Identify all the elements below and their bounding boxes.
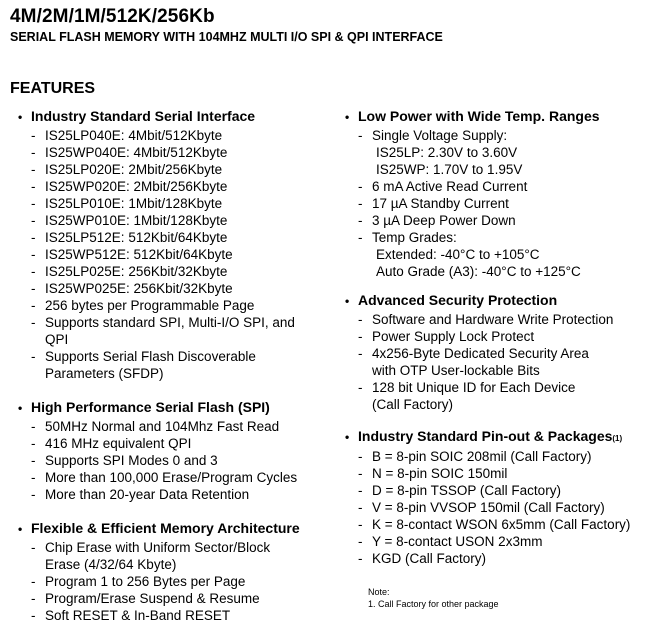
list-item: - 3 µA Deep Power Down (358, 213, 516, 228)
list-item: - IS25LP025E: 256Kbit/32Kbyte (31, 264, 228, 279)
list-item: - 6 mA Active Read Current (358, 179, 528, 194)
list-item: - IS25LP010E: 1Mbit/128Kbyte (31, 196, 223, 211)
bullet-icon: • (18, 110, 23, 124)
list-item: - KGD (Call Factory) (358, 551, 487, 566)
list-item: - 50MHz Normal and 104Mhz Fast Read (31, 419, 280, 434)
list-item: - 416 MHz equivalent QPI (31, 436, 192, 451)
list-item: - IS25LP512E: 512Kbit/64Kbyte (31, 230, 228, 245)
list-item: - V = 8-pin VVSOP 150mil (Call Factory) (358, 500, 605, 515)
list-item: - 256 bytes per Programmable Page (31, 298, 255, 313)
footnote-marker: (1) (612, 434, 623, 443)
list-item: - 17 µA Standby Current (358, 196, 509, 211)
list-item: - More than 20-year Data Retention (31, 487, 250, 502)
features-heading: FEATURES (10, 80, 96, 97)
section-packages (345, 428, 630, 567)
list-item: - Single Voltage Supply: (358, 128, 508, 143)
list-item: - Program 1 to 256 Bytes per Page (31, 574, 246, 589)
list-subitem: Auto Grade (A3): -40°C to +125°C (376, 264, 581, 279)
list-subitem: IS25LP: 2.30V to 3.60V (376, 145, 518, 160)
section-heading: Flexible & Efficient Memory Architecture (31, 520, 300, 536)
bullet-icon: • (345, 430, 350, 444)
footnote (368, 586, 499, 610)
list-item: - IS25WP025E: 256Kbit/32Kbyte (31, 281, 233, 296)
document-subtitle: SERIAL FLASH MEMORY WITH 104MHZ MULTI I/O SPI & QPI INTERFACE (10, 30, 443, 44)
list-item: - IS25LP040E: 4Mbit/512Kbyte (31, 128, 223, 143)
list-item: - Power Supply Lock Protect (358, 329, 535, 344)
list-item: - B = 8-pin SOIC 208mil (Call Factory) (358, 449, 592, 464)
list-item: - Soft RESET & In-Band RESET (31, 608, 231, 623)
section-low-power (345, 108, 600, 280)
section-high-performance (18, 399, 297, 503)
list-item: - IS25LP020E: 2Mbit/256Kbyte (31, 162, 223, 177)
document-title: 4M/2M/1M/512K/256Kb (10, 6, 215, 27)
section-security (345, 292, 613, 413)
feature-list (31, 418, 297, 503)
list-item: - Supports Serial Flash Discoverable Parameters (SFDP) (31, 349, 256, 381)
feature-list (31, 127, 295, 382)
list-item: - Program/Erase Suspend & Resume (31, 591, 260, 606)
list-item: - IS25WP020E: 2Mbit/256Kbyte (31, 179, 228, 194)
section-heading: High Performance Serial Flash (SPI) (31, 399, 270, 415)
list-item: - IS25WP040E: 4Mbit/512Kbyte (31, 145, 228, 160)
section-memory-architecture (18, 520, 300, 624)
note-text: 1. Call Factory for other package (368, 599, 499, 609)
feature-list (358, 311, 613, 413)
list-item: - Y = 8-contact USON 2x3mm (358, 534, 543, 549)
bullet-icon: • (18, 401, 23, 415)
section-heading: Industry Standard Pin-out & Packages (358, 428, 613, 444)
section-heading: Advanced Security Protection (358, 292, 558, 308)
list-subitem: IS25WP: 1.70V to 1.95V (376, 162, 523, 177)
bullet-icon: • (18, 522, 23, 536)
feature-list (31, 539, 300, 624)
section-heading: Low Power with Wide Temp. Ranges (358, 108, 600, 124)
note-label: Note: (368, 587, 390, 597)
list-item: - D = 8-pin TSSOP (Call Factory) (358, 483, 561, 498)
list-item: - IS25WP010E: 1Mbit/128Kbyte (31, 213, 228, 228)
section-heading: Industry Standard Serial Interface (31, 108, 256, 124)
feature-list (358, 448, 630, 567)
list-item: - 4x256-Byte Dedicated Security Area with OTP User-lockable Bits (358, 346, 589, 378)
list-item: - Supports SPI Modes 0 and 3 (31, 453, 218, 468)
list-item: - Temp Grades: (358, 230, 457, 245)
list-item: - Supports standard SPI, Multi-I/O SPI, and QPI (31, 315, 295, 347)
list-item: - K = 8-contact WSON 6x5mm (Call Factory) (358, 517, 631, 532)
list-subitem: Extended: -40°C to +105°C (376, 247, 540, 262)
list-item: - 128 bit Unique ID for Each Device (Call Factory) (358, 380, 576, 412)
list-item: - Software and Hardware Write Protection (358, 312, 614, 327)
list-item: - N = 8-pin SOIC 150mil (358, 466, 508, 481)
section-serial-interface (18, 108, 295, 382)
list-item: - Chip Erase with Uniform Sector/Block Erase (4/32/64 Kbyte) (31, 540, 271, 572)
list-item: - More than 100,000 Erase/Program Cycles (31, 470, 298, 485)
list-item: - IS25WP512E: 512Kbit/64Kbyte (31, 247, 233, 262)
feature-list (358, 127, 600, 280)
bullet-icon: • (345, 294, 350, 308)
bullet-icon: • (345, 110, 350, 124)
